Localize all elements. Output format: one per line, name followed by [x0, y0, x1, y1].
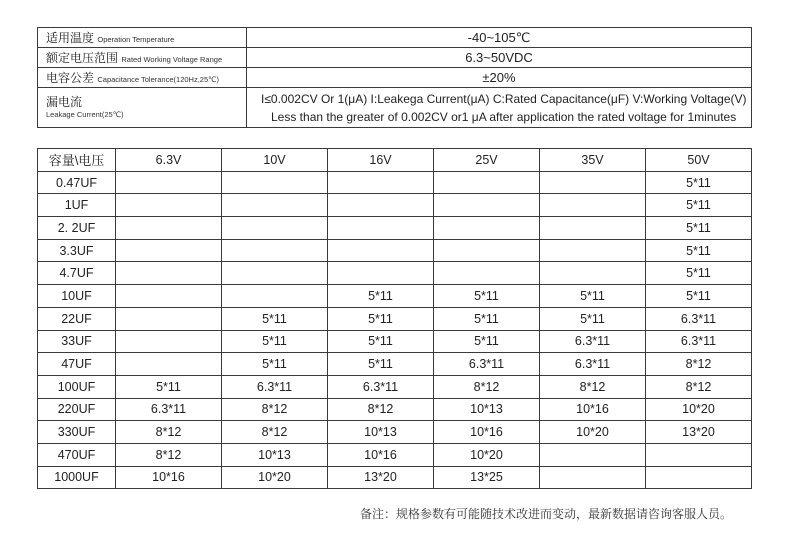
- size-cell: 5*11: [646, 217, 752, 240]
- size-cell: 5*11: [328, 285, 434, 308]
- size-cell: [116, 330, 222, 353]
- size-cell: 8*12: [328, 398, 434, 421]
- size-cell: 6.3*11: [116, 398, 222, 421]
- size-cell: 10*13: [328, 421, 434, 444]
- size-cell: 5*11: [328, 307, 434, 330]
- size-cell: 10*20: [434, 443, 540, 466]
- size-cell: [328, 171, 434, 194]
- capacitance-cell: 1UF: [38, 194, 116, 217]
- size-cell: [434, 194, 540, 217]
- size-cell: [222, 262, 328, 285]
- size-cell: 5*11: [434, 307, 540, 330]
- leakage-label-en: Leakage Current(25℃): [46, 110, 124, 119]
- size-cell: [116, 194, 222, 217]
- size-cell: 10*20: [646, 398, 752, 421]
- capacitance-cell: 22UF: [38, 307, 116, 330]
- size-cell: [540, 239, 646, 262]
- size-cell: 5*11: [328, 330, 434, 353]
- size-cell: [540, 217, 646, 240]
- size-cell: 5*11: [434, 330, 540, 353]
- size-cell: 5*11: [540, 307, 646, 330]
- capacitance-cell: 100UF: [38, 375, 116, 398]
- size-cell: 5*11: [646, 285, 752, 308]
- size-cell: 5*11: [646, 239, 752, 262]
- size-cell: [328, 217, 434, 240]
- size-cell: [434, 239, 540, 262]
- size-table-body: [38, 149, 752, 489]
- spec-row-voltage: [38, 48, 752, 68]
- size-cell: 5*11: [540, 285, 646, 308]
- size-cell: 10*13: [434, 398, 540, 421]
- size-cell: 6.3*11: [328, 375, 434, 398]
- capacitance-cell: 3.3UF: [38, 239, 116, 262]
- spec-row-tolerance: [38, 68, 752, 88]
- leakage-label: [38, 88, 247, 128]
- table-row: [38, 443, 752, 466]
- capacitance-cell: 0.47UF: [38, 171, 116, 194]
- leakage-label-cn: 漏电流: [46, 95, 83, 109]
- size-cell: 6.3*11: [222, 375, 328, 398]
- voltage-header: 50V: [646, 149, 752, 172]
- table-row: [38, 466, 752, 489]
- table-row: [38, 398, 752, 421]
- leakage-line-1: I≤0.002CV Or 1(μA) I:Leakega Current(μA) C:Rated Capacitance(μF) V:Working Voltage(V): [261, 91, 747, 106]
- leakage-value: [247, 88, 752, 128]
- tolerance-label-cn: 电容公差: [46, 71, 95, 85]
- size-cell: [116, 307, 222, 330]
- size-cell: 5*11: [646, 171, 752, 194]
- table-row: [38, 375, 752, 398]
- size-cell: [434, 171, 540, 194]
- size-cell: 8*12: [116, 443, 222, 466]
- size-cell: [540, 194, 646, 217]
- capacitance-size-table: [37, 148, 752, 489]
- size-cell: [540, 466, 646, 489]
- size-cell: [540, 262, 646, 285]
- capacitance-cell: 470UF: [38, 443, 116, 466]
- spec-row-leakage: [38, 88, 752, 128]
- size-cell: [222, 171, 328, 194]
- voltage-label-cn: 额定电压范围: [46, 51, 119, 65]
- capacitance-cell: 47UF: [38, 353, 116, 376]
- table-row: [38, 330, 752, 353]
- size-cell: [116, 353, 222, 376]
- table-row: [38, 353, 752, 376]
- size-cell: [222, 217, 328, 240]
- size-cell: [540, 443, 646, 466]
- size-cell: [540, 171, 646, 194]
- size-cell: 5*11: [646, 194, 752, 217]
- voltage-header: 10V: [222, 149, 328, 172]
- size-cell: 13*20: [646, 421, 752, 444]
- size-cell: [222, 194, 328, 217]
- size-cell: [116, 171, 222, 194]
- size-cell: 8*12: [434, 375, 540, 398]
- size-cell: 13*25: [434, 466, 540, 489]
- size-cell: 10*13: [222, 443, 328, 466]
- table-row: [38, 421, 752, 444]
- tolerance-value: ±20%: [247, 68, 752, 88]
- size-cell: 5*11: [328, 353, 434, 376]
- size-cell: 8*12: [646, 353, 752, 376]
- table-row: [38, 307, 752, 330]
- size-cell: [116, 239, 222, 262]
- size-cell: 6.3*11: [540, 330, 646, 353]
- temperature-value: -40~105℃: [247, 28, 752, 48]
- size-cell: 5*11: [116, 375, 222, 398]
- corner-header: 容量\电压: [38, 149, 116, 172]
- tolerance-label-en: Capacitance Tolerance(120Hz,25℃): [97, 75, 220, 84]
- size-cell: 5*11: [646, 262, 752, 285]
- size-cell: [116, 262, 222, 285]
- spec-table: [37, 27, 752, 128]
- size-cell: 10*16: [434, 421, 540, 444]
- capacitance-cell: 10UF: [38, 285, 116, 308]
- tolerance-label: [38, 68, 247, 88]
- capacitance-cell: 220UF: [38, 398, 116, 421]
- size-cell: 10*16: [540, 398, 646, 421]
- size-cell: [328, 262, 434, 285]
- table-row: [38, 262, 752, 285]
- size-cell: 10*16: [116, 466, 222, 489]
- size-cell: 8*12: [116, 421, 222, 444]
- voltage-header: 6.3V: [116, 149, 222, 172]
- size-cell: [116, 217, 222, 240]
- capacitance-cell: 2. 2UF: [38, 217, 116, 240]
- size-cell: 10*16: [328, 443, 434, 466]
- capacitance-cell: 1000UF: [38, 466, 116, 489]
- voltage-label: [38, 48, 247, 68]
- capacitance-cell: 330UF: [38, 421, 116, 444]
- temperature-label-cn: 适用温度: [46, 31, 95, 45]
- size-cell: [328, 239, 434, 262]
- voltage-header: 25V: [434, 149, 540, 172]
- footnote: 备注：规格参数有可能随技术改进而变动，最新数据请咨询客服人员。: [360, 507, 733, 521]
- temperature-label-en: Operation Temperature: [97, 35, 175, 44]
- size-cell: 5*11: [222, 330, 328, 353]
- capacitance-cell: 33UF: [38, 330, 116, 353]
- size-cell: 5*11: [434, 285, 540, 308]
- size-table-header-row: [38, 149, 752, 172]
- table-row: [38, 285, 752, 308]
- size-cell: [116, 285, 222, 308]
- size-cell: [328, 194, 434, 217]
- voltage-header: 35V: [540, 149, 646, 172]
- voltage-header: 16V: [328, 149, 434, 172]
- size-cell: 8*12: [222, 421, 328, 444]
- size-cell: [434, 217, 540, 240]
- size-cell: 6.3*11: [540, 353, 646, 376]
- size-cell: 5*11: [222, 307, 328, 330]
- size-cell: 5*11: [222, 353, 328, 376]
- size-cell: [222, 239, 328, 262]
- size-cell: 10*20: [222, 466, 328, 489]
- voltage-value: 6.3~50VDC: [247, 48, 752, 68]
- size-cell: [434, 262, 540, 285]
- size-cell: 10*20: [540, 421, 646, 444]
- table-row: [38, 217, 752, 240]
- leakage-line-2: Less than the greater of 0.002CV or1 μA after application the rated voltage for 1minutes: [271, 109, 737, 124]
- size-cell: 8*12: [540, 375, 646, 398]
- spec-row-temperature: [38, 28, 752, 48]
- size-cell: 6.3*11: [646, 307, 752, 330]
- size-cell: [222, 285, 328, 308]
- size-cell: [646, 443, 752, 466]
- size-cell: 6.3*11: [646, 330, 752, 353]
- temperature-label: [38, 28, 247, 48]
- size-cell: 8*12: [646, 375, 752, 398]
- size-cell: 6.3*11: [434, 353, 540, 376]
- size-cell: 8*12: [222, 398, 328, 421]
- voltage-label-en: Rated Working Voltage Range: [121, 55, 223, 64]
- capacitance-cell: 4.7UF: [38, 262, 116, 285]
- table-row: [38, 171, 752, 194]
- table-row: [38, 239, 752, 262]
- size-cell: [646, 466, 752, 489]
- table-row: [38, 194, 752, 217]
- size-cell: 13*20: [328, 466, 434, 489]
